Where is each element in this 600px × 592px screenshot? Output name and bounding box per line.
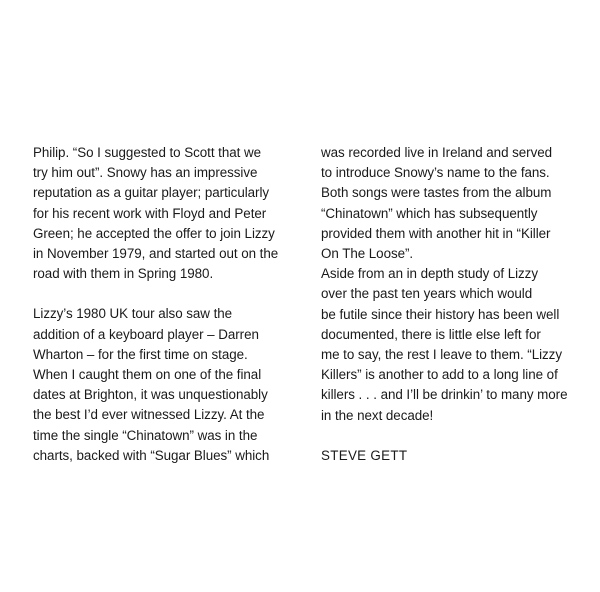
right-column [321, 143, 581, 466]
author-signature: STEVE GETT [321, 447, 408, 463]
right-paragraph-1: was recorded live in Ireland and served to introduce Snowy’s name to the fans. Both songs were tastes from the album “Chinatown” which has subsequently provided them with another hit in “Killer On The Loose”. [321, 145, 553, 262]
left-column [33, 143, 303, 466]
right-paragraph-2: Aside from an in depth study of Lizzy over the past ten years which would be futile since their history has been well documented, there is little else left for me to say, the rest I leave to them. “Lizzy Killers” is another to add to a long line of killers . . . and I’ll be drinkin’ to many more in the next decade! [321, 266, 568, 423]
paragraph-spacer [33, 284, 303, 304]
paragraph-spacer [321, 426, 581, 446]
left-paragraph-1: Philip. “So I suggested to Scott that we try him out”. Snowy has an impressive reputation as a guitar player; particularly for his recent work with Floyd and Peter Green; he accepted the offer to join Lizzy in November 1979, and started out on the road with them in Spring 1980. [33, 145, 279, 282]
left-paragraph-2: Lizzy’s 1980 UK tour also saw the addition of a keyboard player – Darren Wharton – for the first time on stage. When I caught them on one of the final dates at Brighton, it was unquestionably the best I’d ever witnessed Lizzy. At the time the single “Chinatown” was in the charts, backed with “Sugar Blues” which [33, 306, 270, 463]
